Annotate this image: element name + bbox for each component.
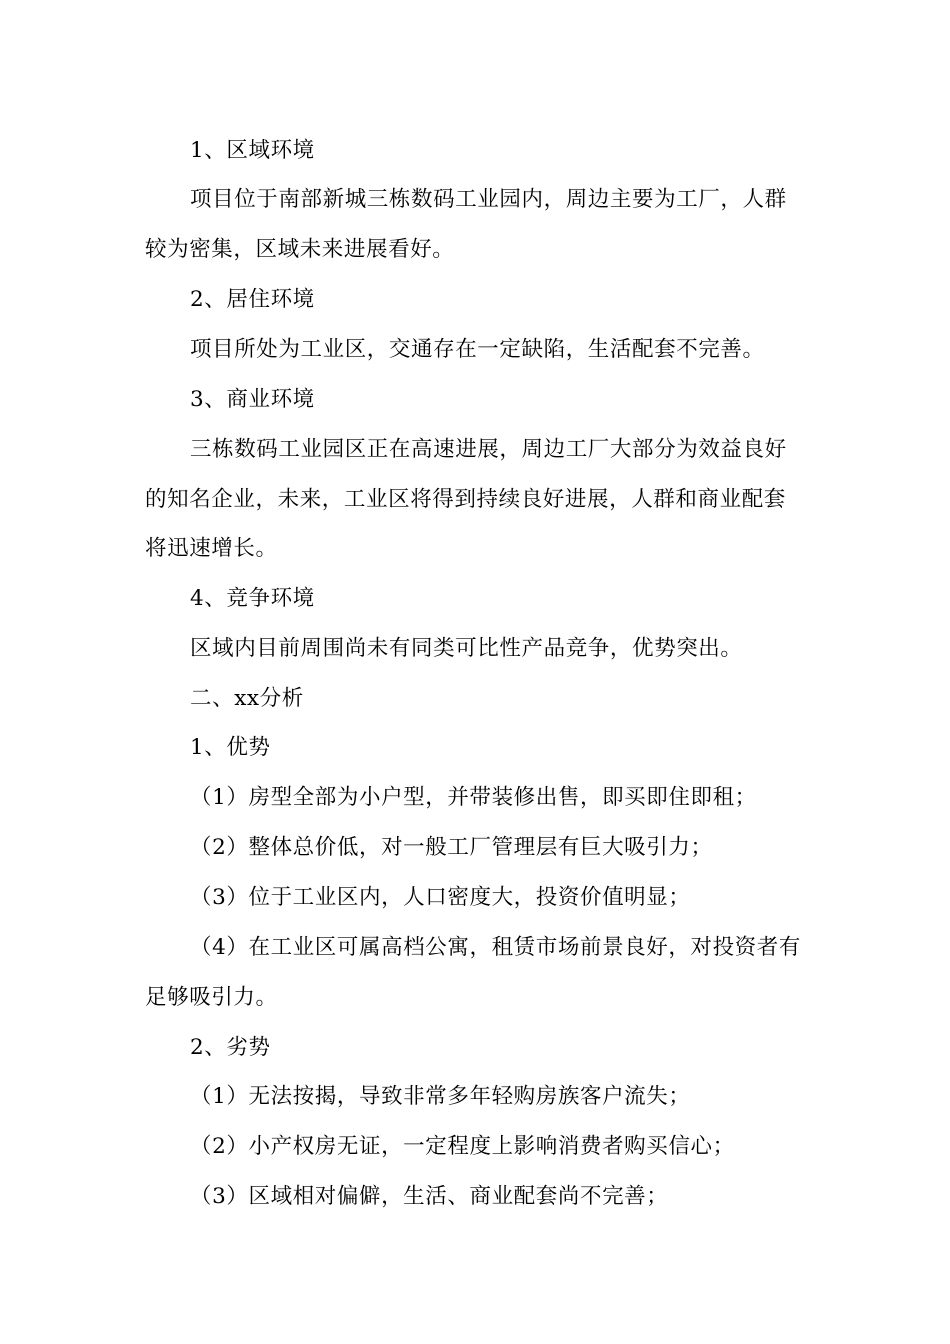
heading-regional-environment: 1、区域环境 bbox=[190, 138, 315, 163]
paragraph-line: 将迅速增长。 bbox=[145, 536, 278, 561]
paragraph-line: 较为密集，区域未来进展看好。 bbox=[145, 237, 455, 262]
paragraph-line: 项目位于南部新城三栋数码工业园内，周边主要为工厂，人群 bbox=[190, 187, 787, 212]
section-heading-analysis: 二、xx分析 bbox=[190, 686, 304, 711]
list-item: （2）小产权房无证，一定程度上影响消费者购买信心； bbox=[190, 1134, 735, 1159]
heading-residential-environment: 2、居住环境 bbox=[190, 287, 315, 312]
heading-strengths: 1、优势 bbox=[190, 735, 271, 760]
paragraph-line: 的知名企业，未来，工业区将得到持续良好进展，人群和商业配套 bbox=[145, 487, 786, 512]
heading-weaknesses: 2、劣势 bbox=[190, 1035, 271, 1060]
paragraph-line: 区域内目前周围尚未有同类可比性产品竞争，优势突出。 bbox=[190, 636, 743, 661]
list-item: （1）无法按揭，导致非常多年轻购房族客户流失； bbox=[190, 1084, 691, 1109]
paragraph-line: 项目所处为工业区，交通存在一定缺陷，生活配套不完善。 bbox=[190, 337, 765, 362]
list-item: （1）房型全部为小户型，并带装修出售，即买即住即租； bbox=[190, 785, 757, 810]
paragraph-line: 三栋数码工业园区正在高速进展，周边工厂大部分为效益良好 bbox=[190, 437, 787, 462]
heading-commercial-environment: 3、商业环境 bbox=[190, 387, 315, 412]
list-item: （4）在工业区可属高档公寓，租赁市场前景良好，对投资者有 bbox=[190, 935, 801, 960]
list-item: （3）位于工业区内，人口密度大，投资价值明显； bbox=[190, 885, 691, 910]
list-item-continuation: 足够吸引力。 bbox=[145, 985, 278, 1010]
list-item: （3）区域相对偏僻，生活、商业配套尚不完善； bbox=[190, 1184, 669, 1209]
heading-competitive-environment: 4、竞争环境 bbox=[190, 586, 315, 611]
list-item: （2）整体总价低，对一般工厂管理层有巨大吸引力； bbox=[190, 835, 713, 860]
